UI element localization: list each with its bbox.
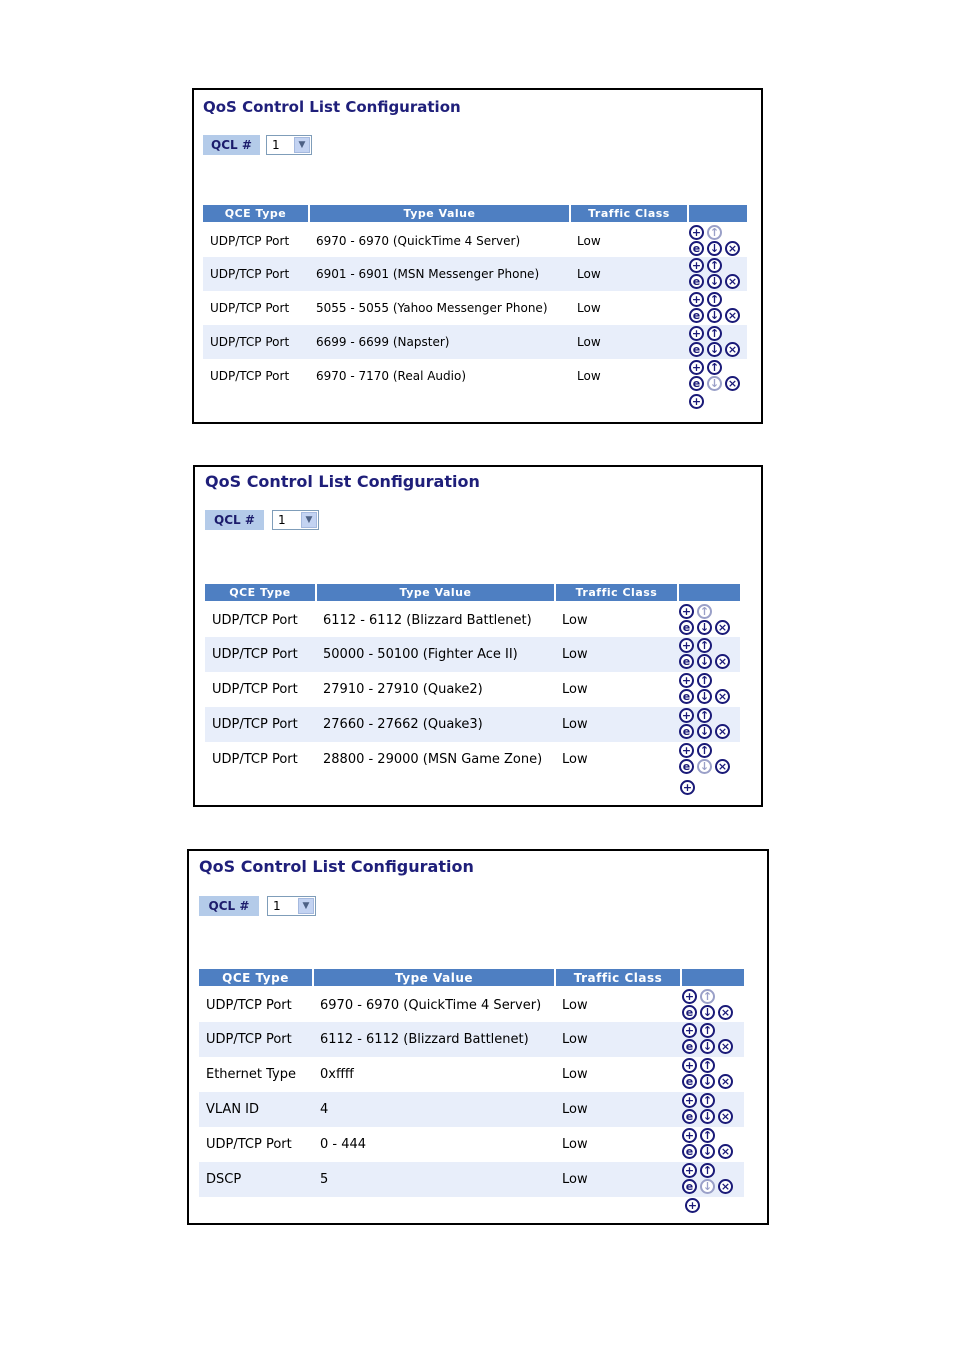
table-row [203, 325, 747, 359]
move-up-icon[interactable]: ↑ [697, 708, 712, 723]
type-value-cell: 5 [313, 1162, 555, 1197]
insert-icon[interactable]: + [689, 360, 704, 375]
table-row [205, 742, 740, 777]
qce-table [203, 205, 747, 393]
edit-icon[interactable]: e [682, 1005, 697, 1020]
type-value-cell: 6699 - 6699 (Napster) [309, 325, 570, 359]
traffic-class-cell: Low [577, 369, 601, 383]
row-actions [681, 1162, 744, 1197]
edit-icon[interactable]: e [682, 1109, 697, 1124]
insert-icon[interactable]: + [679, 743, 694, 758]
traffic-class-cell: Low [562, 612, 588, 628]
type-value-cell: 6970 - 6970 (QuickTime 4 Server) [316, 233, 521, 248]
edit-icon[interactable]: e [682, 1039, 697, 1054]
move-up-icon[interactable]: ↑ [700, 1023, 715, 1038]
qce-type-cell: UDP/TCP Port [205, 637, 316, 672]
move-down-icon: ↓ [700, 1179, 715, 1194]
header-qce-type: QCE Type [199, 969, 313, 987]
insert-icon[interactable]: + [682, 1128, 697, 1143]
traffic-class-cell: Low [555, 637, 678, 672]
delete-icon[interactable]: × [715, 620, 730, 635]
chevron-down-icon[interactable]: ▼ [301, 512, 317, 528]
qcl-panel-3 [187, 849, 769, 1225]
table-row [199, 1162, 744, 1197]
move-up-icon[interactable]: ↑ [707, 258, 722, 273]
header-type-value: Type Value [316, 584, 555, 602]
table-header [199, 969, 744, 987]
qcl-select-value: 1 [272, 138, 280, 152]
traffic-class-cell: Low [562, 1067, 588, 1082]
qce-type-cell: UDP/TCP Port [210, 369, 290, 383]
qce-type-cell: Ethernet Type [206, 1067, 296, 1082]
table-row [203, 223, 747, 257]
type-value-cell: 6970 - 7170 (Real Audio) [316, 369, 467, 383]
move-up-icon[interactable]: ↑ [697, 743, 712, 758]
row-actions [688, 223, 747, 257]
header-qce-type: QCE Type [203, 205, 309, 223]
table-header [203, 205, 747, 223]
header-traffic-class: Traffic Class [570, 205, 688, 223]
delete-icon[interactable]: × [725, 241, 740, 256]
type-value-cell: 6112 - 6112 (Blizzard Battlenet) [313, 1022, 555, 1057]
delete-icon[interactable]: × [715, 654, 730, 669]
move-up-icon[interactable]: ↑ [700, 1128, 715, 1143]
row-actions [681, 1022, 744, 1057]
table-row [203, 359, 747, 393]
qcl-select[interactable] [266, 135, 312, 155]
qcl-label: QCL # [203, 135, 260, 155]
delete-icon[interactable]: × [725, 274, 740, 289]
qce-type-cell: UDP/TCP Port [199, 1022, 313, 1057]
edit-icon[interactable]: e [679, 759, 694, 774]
header-traffic-class: Traffic Class [555, 969, 681, 987]
page-title: QoS Control List Configuration [205, 472, 480, 491]
type-value-cell: 50000 - 50100 (Fighter Ace II) [316, 637, 555, 672]
move-down-icon[interactable]: ↓ [697, 689, 712, 704]
traffic-class-cell: Low [555, 1092, 681, 1127]
move-down-icon: ↓ [697, 759, 712, 774]
type-value-cell: 4 [313, 1092, 555, 1127]
page-title: QoS Control List Configuration [203, 98, 461, 116]
delete-icon[interactable]: × [725, 342, 740, 357]
insert-icon[interactable]: + [679, 638, 694, 653]
move-up-icon[interactable]: ↑ [700, 1058, 715, 1073]
traffic-class-cell: Low [555, 1162, 681, 1197]
type-value-cell: 27660 - 27662 (Quake3) [316, 707, 555, 742]
traffic-class-cell: Low [562, 1137, 588, 1152]
insert-icon[interactable]: + [682, 1093, 697, 1108]
delete-icon[interactable]: × [718, 1039, 733, 1054]
traffic-class-cell: Low [555, 1022, 681, 1057]
header-actions [688, 205, 747, 223]
qcl-select-value: 1 [278, 513, 286, 527]
type-value-cell: 28800 - 29000 (MSN Game Zone) [323, 752, 543, 767]
insert-icon[interactable]: + [689, 326, 704, 341]
move-up-icon[interactable]: ↑ [700, 1093, 715, 1108]
row-actions [678, 707, 740, 742]
header-type-value: Type Value [309, 205, 570, 223]
insert-icon[interactable]: + [679, 708, 694, 723]
delete-icon[interactable]: × [718, 1179, 733, 1194]
qce-table [205, 584, 740, 777]
qce-table [199, 969, 744, 1197]
traffic-class-cell: Low [562, 682, 588, 697]
type-value-cell: 6112 - 6112 (Blizzard Battlenet) [323, 612, 532, 628]
row-actions [681, 987, 744, 1022]
delete-icon[interactable]: × [725, 308, 740, 323]
chevron-down-icon[interactable]: ▼ [298, 898, 314, 914]
qce-type-cell: UDP/TCP Port [212, 752, 298, 767]
move-down-icon[interactable]: ↓ [700, 1005, 715, 1020]
delete-icon[interactable]: × [718, 1005, 733, 1020]
insert-icon[interactable]: + [689, 258, 704, 273]
insert-icon[interactable]: + [682, 1058, 697, 1073]
add-entry-icon[interactable]: + [689, 394, 704, 409]
qce-type-cell: VLAN ID [199, 1092, 313, 1127]
table-row [199, 1092, 744, 1127]
traffic-class-cell: Low [562, 752, 588, 767]
qcl-select[interactable] [267, 896, 316, 916]
move-up-icon[interactable]: ↑ [700, 1163, 715, 1178]
row-actions [688, 257, 747, 291]
edit-icon[interactable]: e [679, 654, 694, 669]
qcl-select[interactable] [272, 510, 319, 530]
qcl-label: QCL # [205, 510, 264, 530]
qce-type-cell: UDP/TCP Port [203, 257, 309, 291]
edit-icon[interactable]: e [679, 689, 694, 704]
row-actions [678, 637, 740, 672]
qce-type-cell: UDP/TCP Port [205, 707, 316, 742]
delete-icon[interactable]: × [715, 689, 730, 704]
row-actions [681, 1092, 744, 1127]
move-down-icon[interactable]: ↓ [700, 1074, 715, 1089]
edit-icon[interactable]: e [679, 620, 694, 635]
row-actions [678, 602, 740, 637]
move-up-icon[interactable]: ↑ [697, 673, 712, 688]
qce-type-cell: UDP/TCP Port [212, 612, 298, 628]
edit-icon[interactable]: e [689, 308, 704, 323]
traffic-class-cell: Low [570, 257, 688, 291]
header-type-value: Type Value [313, 969, 555, 987]
header-actions [681, 969, 744, 987]
type-value-cell: 0 - 444 [320, 1137, 367, 1152]
edit-icon[interactable]: e [679, 724, 694, 739]
delete-icon[interactable]: × [718, 1074, 733, 1089]
qce-type-cell: DSCP [199, 1162, 313, 1197]
move-up-icon: ↑ [700, 989, 715, 1004]
qcl-label: QCL # [199, 896, 259, 916]
insert-icon[interactable]: + [689, 225, 704, 240]
move-down-icon[interactable]: ↓ [700, 1109, 715, 1124]
table-row [205, 637, 740, 672]
edit-icon[interactable]: e [689, 241, 704, 256]
type-value-cell: 6970 - 6970 (QuickTime 4 Server) [320, 997, 542, 1013]
row-actions [688, 291, 747, 325]
row-actions [688, 359, 747, 393]
table-row [203, 291, 747, 325]
move-up-icon[interactable]: ↑ [707, 326, 722, 341]
table-row [199, 1057, 744, 1092]
move-up-icon: ↑ [707, 225, 722, 240]
qce-type-cell: UDP/TCP Port [210, 233, 290, 248]
move-down-icon: ↓ [707, 376, 722, 391]
qce-type-cell: UDP/TCP Port [206, 1137, 292, 1152]
qcl-select-value: 1 [273, 899, 281, 913]
edit-icon[interactable]: e [689, 274, 704, 289]
type-value-cell: 27910 - 27910 (Quake2) [323, 682, 483, 697]
edit-icon[interactable]: e [682, 1144, 697, 1159]
move-up-icon[interactable]: ↑ [707, 292, 722, 307]
type-value-cell: 6901 - 6901 (MSN Messenger Phone) [309, 257, 570, 291]
row-actions [678, 672, 740, 707]
table-row [205, 707, 740, 742]
qce-type-cell: UDP/TCP Port [206, 997, 292, 1013]
move-down-icon[interactable]: ↓ [697, 724, 712, 739]
delete-icon[interactable]: × [718, 1109, 733, 1124]
move-up-icon: ↑ [697, 604, 712, 619]
delete-icon[interactable]: × [715, 724, 730, 739]
move-up-icon[interactable]: ↑ [697, 638, 712, 653]
add-entry-icon[interactable]: + [680, 780, 695, 795]
table-row [199, 1127, 744, 1162]
table-header [205, 584, 740, 602]
add-entry-icon[interactable]: + [685, 1198, 700, 1213]
table-row [205, 672, 740, 707]
type-value-cell: 5055 - 5055 (Yahoo Messenger Phone) [316, 301, 548, 315]
row-actions [678, 742, 740, 777]
qcl-panel-2 [193, 465, 763, 807]
traffic-class-cell: Low [555, 707, 678, 742]
edit-icon[interactable]: e [689, 342, 704, 357]
traffic-class-cell: Low [577, 301, 601, 315]
edit-icon[interactable]: e [682, 1074, 697, 1089]
move-down-icon[interactable]: ↓ [707, 241, 722, 256]
move-up-icon[interactable]: ↑ [707, 360, 722, 375]
header-qce-type: QCE Type [205, 584, 316, 602]
move-down-icon[interactable]: ↓ [707, 342, 722, 357]
move-down-icon[interactable]: ↓ [697, 620, 712, 635]
insert-icon[interactable]: + [689, 292, 704, 307]
table-row [199, 1022, 744, 1057]
row-actions [688, 325, 747, 359]
insert-icon[interactable]: + [682, 1023, 697, 1038]
row-actions [681, 1127, 744, 1162]
insert-icon[interactable]: + [682, 1163, 697, 1178]
header-traffic-class: Traffic Class [555, 584, 678, 602]
delete-icon[interactable]: × [718, 1144, 733, 1159]
move-down-icon[interactable]: ↓ [707, 308, 722, 323]
move-down-icon[interactable]: ↓ [700, 1144, 715, 1159]
move-down-icon[interactable]: ↓ [700, 1039, 715, 1054]
traffic-class-cell: Low [577, 233, 601, 248]
row-actions [681, 1057, 744, 1092]
header-actions [678, 584, 740, 602]
table-row [203, 257, 747, 291]
type-value-cell: 0xffff [320, 1067, 354, 1082]
table-row [205, 602, 740, 637]
edit-icon[interactable]: e [682, 1179, 697, 1194]
qce-type-cell: UDP/TCP Port [210, 301, 290, 315]
traffic-class-cell: Low [562, 997, 588, 1013]
move-down-icon[interactable]: ↓ [697, 654, 712, 669]
move-down-icon[interactable]: ↓ [707, 274, 722, 289]
insert-icon[interactable]: + [679, 673, 694, 688]
table-row [199, 987, 744, 1022]
qce-type-cell: UDP/TCP Port [203, 325, 309, 359]
page-title: QoS Control List Configuration [199, 857, 474, 876]
qce-type-cell: UDP/TCP Port [212, 682, 298, 697]
delete-icon[interactable]: × [715, 759, 730, 774]
qcl-panel-1 [192, 88, 763, 424]
chevron-down-icon[interactable]: ▼ [294, 137, 310, 153]
edit-icon[interactable]: e [689, 376, 704, 391]
delete-icon[interactable]: × [725, 376, 740, 391]
insert-icon[interactable]: + [679, 604, 694, 619]
insert-icon[interactable]: + [682, 989, 697, 1004]
traffic-class-cell: Low [570, 325, 688, 359]
